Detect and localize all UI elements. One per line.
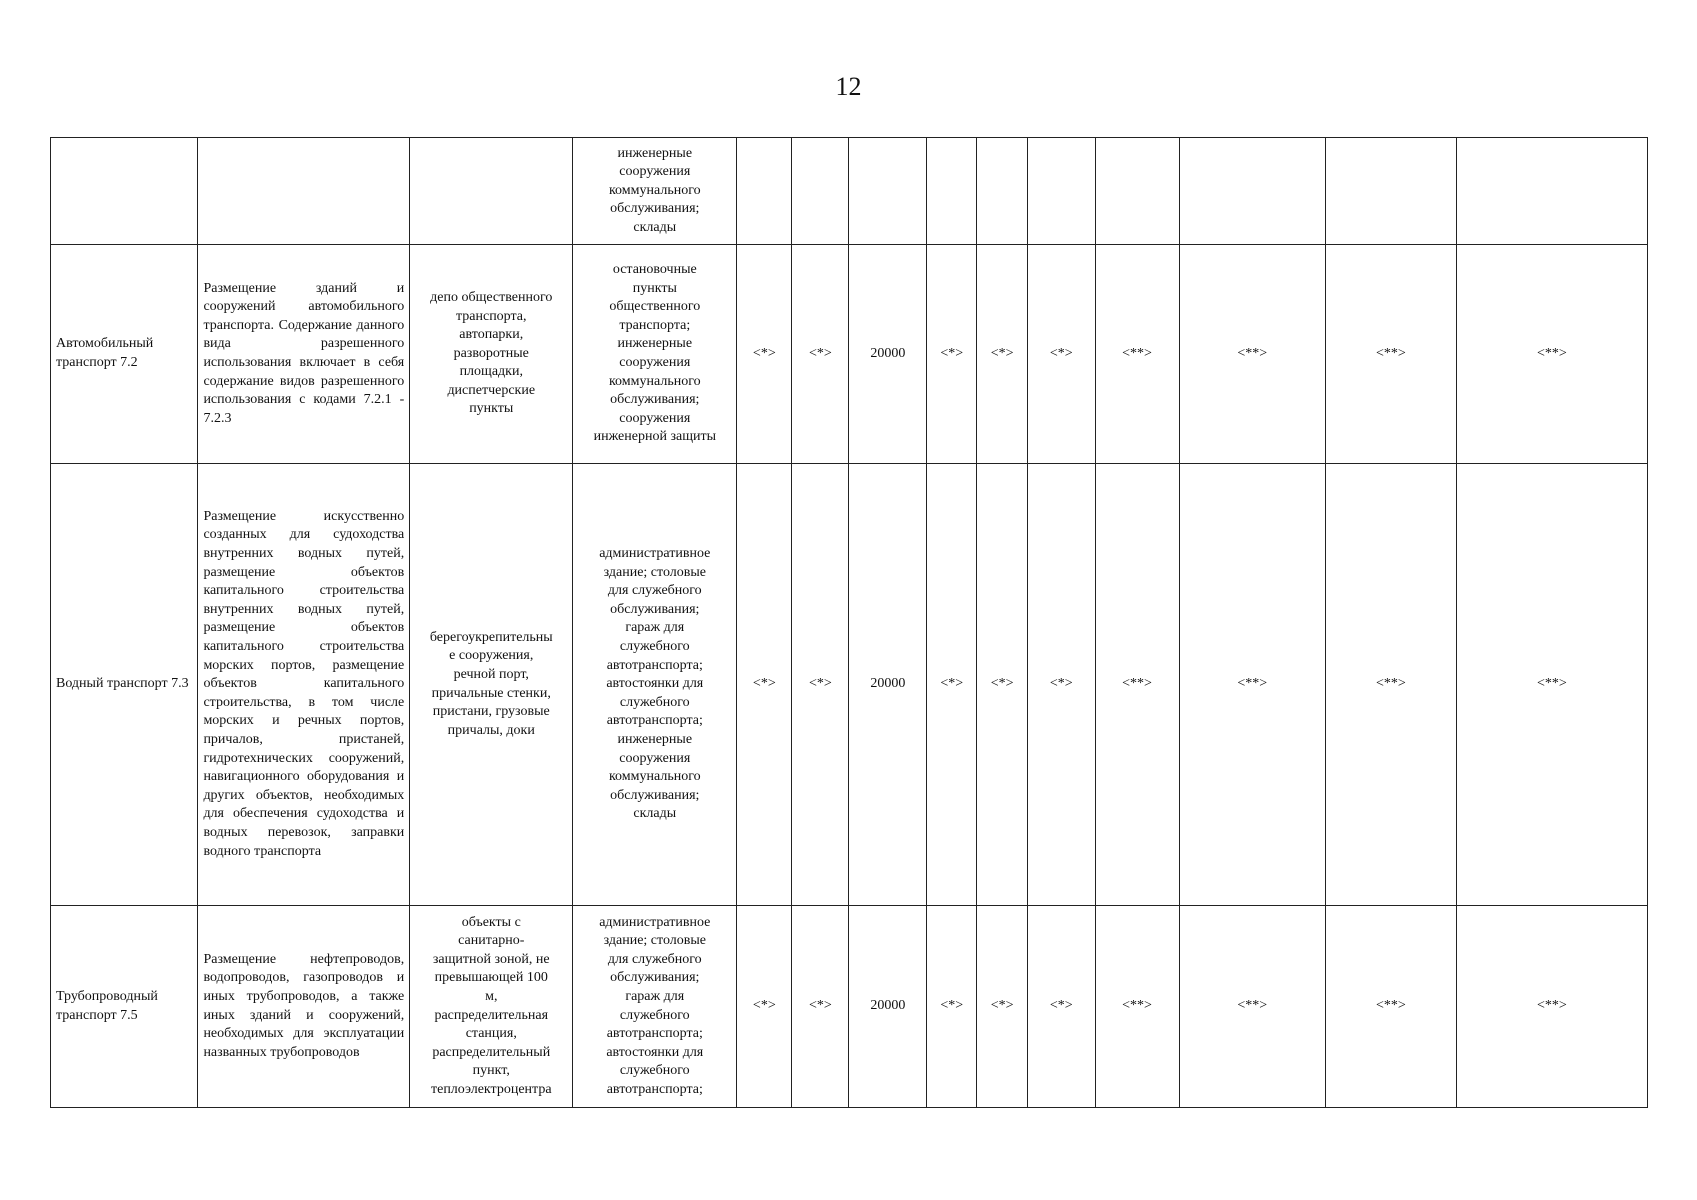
param-cell: <*> [1028,464,1095,906]
param-cell [1095,138,1179,245]
use-type-name: Трубопроводный транспорт 7.5 [51,906,198,1108]
use-type-description [198,138,410,245]
param-cell: <*> [927,906,977,1108]
param-cell: <*> [1028,245,1095,464]
auxiliary-objects: административное здание; столовые для служебного обслуживания; гараж для служебного автотранспорта; автостоянки для служебного автотранспорта; инженерные сооружения коммунального обслуживания; склады [573,464,737,906]
table-row [51,138,1648,245]
param-cell: <**> [1095,464,1179,906]
use-type-name: Автомобильный транспорт 7.2 [51,245,198,464]
param-cell [737,138,792,245]
param-cell: <**> [1179,464,1325,906]
param-cell: <**> [1095,906,1179,1108]
auxiliary-objects: административное здание; столовые для служебного обслуживания; гараж для служебного автотранспорта; автостоянки для служебного автотранспорта; [573,906,737,1108]
param-cell [792,138,849,245]
param-cell: <*> [792,245,849,464]
table-row [51,245,1648,464]
zoning-table [50,137,1648,1108]
param-cell: <*> [737,464,792,906]
param-cell: <**> [1456,245,1647,464]
param-cell: <**> [1456,464,1647,906]
param-cell: <*> [977,906,1028,1108]
use-type-name [51,138,198,245]
param-cell: <**> [1179,906,1325,1108]
main-objects: депо общественного транспорта, автопарки, разворотные площадки, диспетчерские пункты [410,245,573,464]
param-cell: <*> [977,245,1028,464]
table-row [51,464,1648,906]
param-cell: <*> [792,464,849,906]
param-cell: <*> [927,464,977,906]
use-type-description: Размещение зданий и сооружений автомобильного транспорта. Содержание данного вида разрешенного использования включает в себя содержание видов разрешенного использования с кодами 7.2.1 - 7.2.3 [198,245,410,464]
param-cell: <*> [737,245,792,464]
page-number: 12 [835,72,862,101]
param-cell [977,138,1028,245]
param-cell [1456,138,1647,245]
param-cell: <*> [977,464,1028,906]
param-cell: <**> [1456,906,1647,1108]
param-cell: <*> [792,906,849,1108]
auxiliary-objects: инженерные сооружения коммунального обслуживания; склады [573,138,737,245]
auxiliary-objects: остановочные пункты общественного транспорта; инженерные сооружения коммунального обслуживания; сооружения инженерной защиты [573,245,737,464]
param-cell: 20000 [849,464,927,906]
main-objects: объекты с санитарно- защитной зоной, не превышающей 100 м, распределительная станция, распределительный пункт, теплоэлектроцентра [410,906,573,1108]
param-cell: <*> [927,245,977,464]
param-cell: <*> [1028,906,1095,1108]
param-cell: <**> [1326,245,1457,464]
table-row [51,906,1648,1108]
use-type-description: Размещение нефтепроводов, водопроводов, газопроводов и иных трубопроводов, а также иных зданий и сооружений, необходимых для эксплуатации названных трубопроводов [198,906,410,1108]
main-objects: берегоукрепительны е сооружения, речной порт, причальные стенки, пристани, грузовые причалы, доки [410,464,573,906]
param-cell: <**> [1179,245,1325,464]
param-cell [1028,138,1095,245]
main-objects [410,138,573,245]
use-type-name: Водный транспорт 7.3 [51,464,198,906]
use-type-description: Размещение искусственно созданных для судоходства внутренних водных путей, размещение объектов капитального строительства внутренних водных путей, размещение объектов капитального строительства морских портов, размещение объектов капитального строительства, в том числе морских и речных портов, причалов, пристаней, гидротехнических сооружений, навигационного оборудования и других объектов, необходимых для обеспечения судоходства и водных перевозок, заправки водного транспорта [198,464,410,906]
param-cell [1326,138,1457,245]
param-cell [927,138,977,245]
param-cell: 20000 [849,906,927,1108]
param-cell: <**> [1326,906,1457,1108]
param-cell [1179,138,1325,245]
param-cell: <*> [737,906,792,1108]
param-cell: <**> [1095,245,1179,464]
param-cell [849,138,927,245]
param-cell: 20000 [849,245,927,464]
param-cell: <**> [1326,464,1457,906]
